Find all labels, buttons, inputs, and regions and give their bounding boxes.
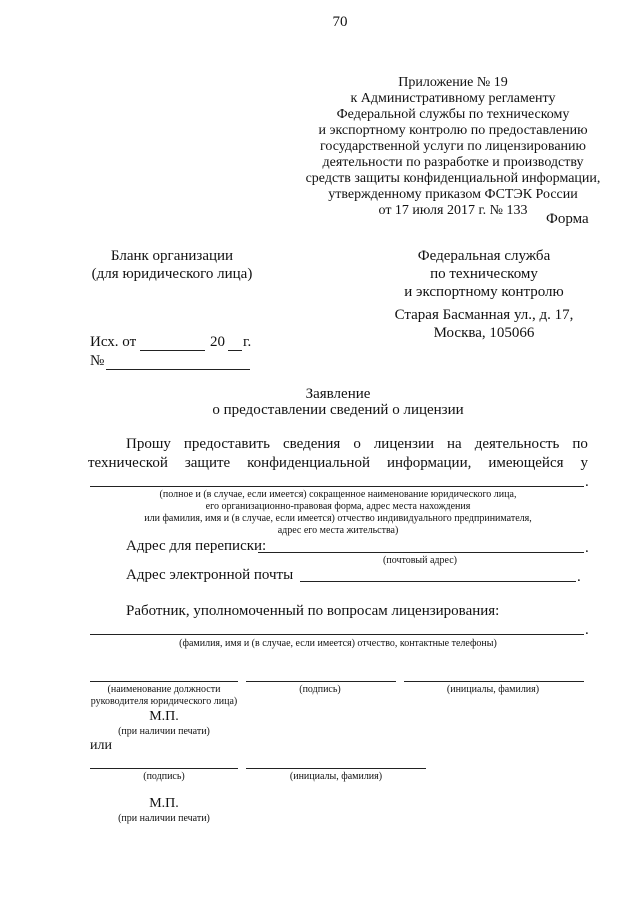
request-word: защите [184, 455, 231, 471]
document-title: Заявление [305, 386, 371, 402]
appendix-line: деятельности по разработке и производству [322, 155, 584, 170]
applicant-hint: или фамилия, имя и (в случае, если имеется) отчество индивидуального предпринимателя, [144, 513, 532, 524]
mail-address-hint: (почтовый адрес) [383, 555, 457, 566]
email-field-dot: . [577, 569, 581, 585]
worker-field-dot: . [585, 622, 589, 638]
initials-field-2[interactable] [246, 768, 426, 769]
initials-hint-2: (инициалы, фамилия) [289, 771, 383, 782]
request-word: у [580, 455, 588, 471]
or-label: или [90, 738, 112, 753]
recipient-line: по техническому [430, 266, 538, 282]
request-word: лицензии [373, 436, 435, 452]
outgoing-ref-year: 20 [210, 334, 225, 350]
outgoing-ref-prefix: Исх. от [90, 334, 137, 350]
initials-field[interactable] [404, 681, 584, 682]
applicant-name-field[interactable] [90, 486, 584, 487]
request-word: деятельность [474, 436, 560, 452]
mail-field-dot: . [585, 540, 589, 556]
request-word: конфиденциальной [247, 455, 370, 471]
request-word: на [447, 436, 462, 452]
request-line-2 [88, 455, 588, 472]
email-label: Адрес электронной почты [126, 567, 294, 583]
request-word: сведения [282, 436, 341, 452]
applicant-hint: (полное и (в случае, если имеется) сокращенное наименование юридического лица, [159, 489, 517, 500]
org-blank-title: Бланк организации [110, 248, 234, 264]
applicant-hint: адрес его места жительства) [277, 525, 399, 536]
outgoing-number-field[interactable] [106, 369, 250, 370]
document-subtitle: о предоставлении сведений о лицензии [212, 402, 464, 418]
outgoing-number-label: № [90, 353, 105, 369]
stamp-label: М.П. [149, 709, 179, 724]
outgoing-year-field[interactable] [228, 350, 242, 351]
appendix-line: государственной услуги по лицензированию [320, 139, 586, 154]
request-word: предоставить [183, 436, 270, 452]
worker-field[interactable] [90, 634, 584, 635]
request-word: по [572, 436, 588, 452]
signature-field-2[interactable] [90, 768, 238, 769]
request-word: имеющейся [488, 455, 564, 471]
appendix-line: и экспортному контролю по предоставлению [318, 123, 588, 138]
worker-label: Работник, уполномоченный по вопросам лицензирования: [126, 603, 500, 619]
worker-hint: (фамилия, имя и (в случае, если имеется) отчество, контактные телефоны) [179, 638, 497, 649]
appendix-line: утвержденному приказом ФСТЭК России [328, 187, 578, 202]
stamp-hint: (при наличии печати) [118, 726, 210, 737]
org-blank-subtitle: (для юридического лица) [91, 266, 253, 282]
mail-address-label: Адрес для переписки: [126, 538, 267, 554]
stamp-label-2: М.П. [149, 796, 179, 811]
appendix-line: средств защиты конфиденциальной информации, [305, 171, 601, 186]
outgoing-date-field[interactable] [140, 350, 205, 351]
position-hint: (наименование должности [107, 684, 221, 695]
position-hint: руководителя юридического лица) [90, 696, 238, 707]
recipient-city: Москва, 105066 [433, 325, 535, 341]
outgoing-ref-suffix: г. [243, 334, 252, 350]
request-word: о [353, 436, 361, 452]
appendix-line: к Административному регламенту [350, 91, 556, 106]
applicant-hint: его организационно-правовая форма, адрес места нахождения [205, 501, 471, 512]
mail-address-field[interactable] [258, 552, 584, 553]
recipient-address: Старая Басманная ул., д. 17, [394, 307, 574, 323]
request-line-1 [126, 436, 588, 453]
recipient-line: и экспортному контролю [404, 284, 564, 300]
appendix-line: Федеральной службы по техническому [336, 107, 570, 122]
appendix-line: Приложение № 19 [398, 75, 508, 90]
stamp-hint-2: (при наличии печати) [118, 813, 210, 824]
applicant-field-dot: . [585, 474, 589, 490]
request-word: Прошу [126, 436, 171, 452]
recipient-line: Федеральная служба [417, 248, 551, 264]
appendix-line: от 17 июля 2017 г. № 133 [378, 203, 528, 218]
signature-hint-2: (подпись) [143, 771, 185, 782]
position-field[interactable] [90, 681, 238, 682]
initials-hint: (инициалы, фамилия) [446, 684, 540, 695]
signature-hint: (подпись) [299, 684, 341, 695]
form-label: Форма [546, 211, 589, 227]
appendix-block [306, 75, 601, 219]
request-word: технической [88, 455, 168, 471]
email-field[interactable] [300, 581, 576, 582]
request-word: информации, [386, 455, 472, 471]
signature-field[interactable] [246, 681, 396, 682]
page-number: 70 [332, 14, 348, 30]
